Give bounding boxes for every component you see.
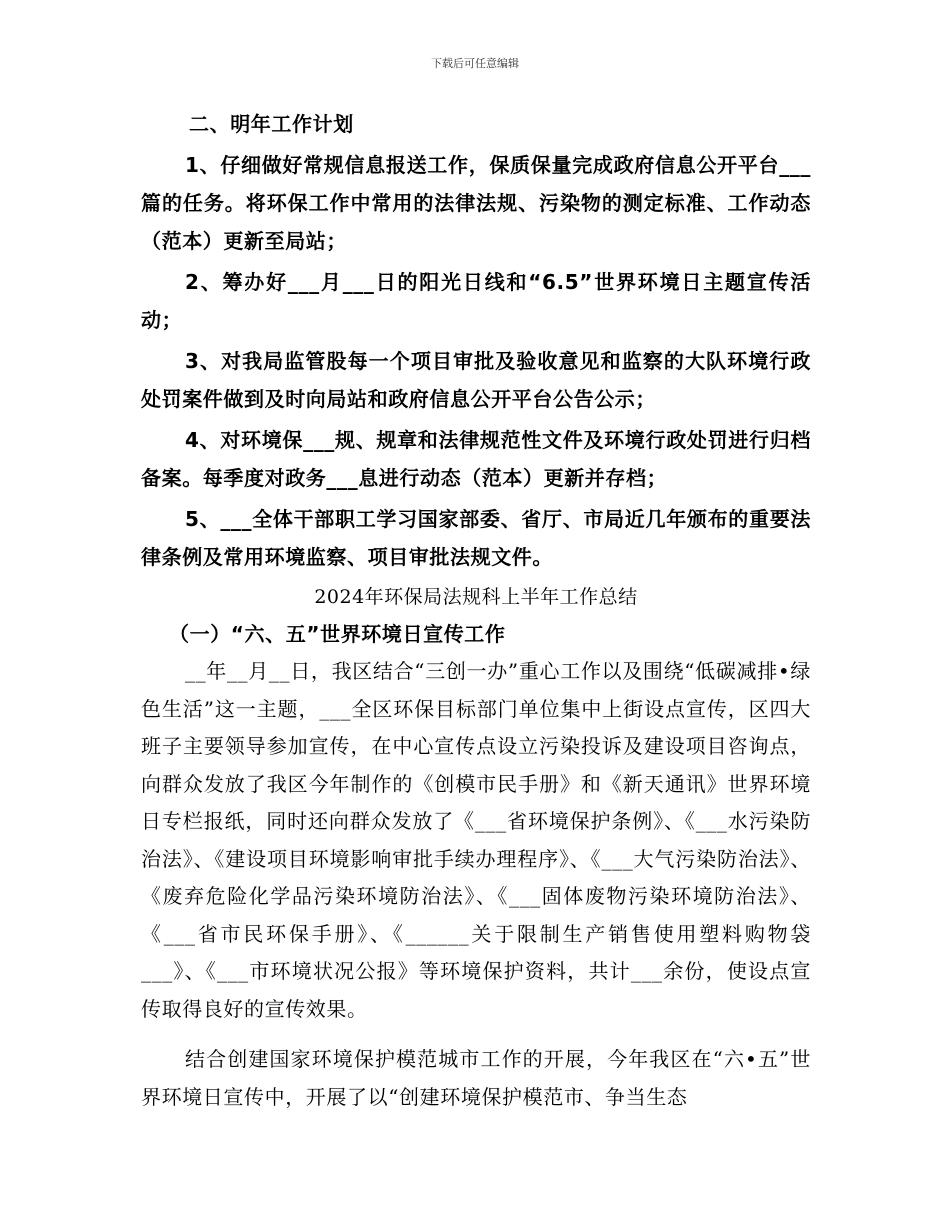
summary-title: 2024年环保局法规科上半年工作总结 bbox=[314, 586, 638, 608]
summary-body bbox=[141, 653, 811, 1116]
plan-heading: 二、明年工作计划 bbox=[189, 112, 354, 136]
plan-item-4: 4、对环境保___规、规章和法律规范性文件及环境行政处罚进行归档备案。每季度对政务___息进行动态（范本）更新并存档； bbox=[141, 428, 811, 490]
plan-item-2: 2、筹办好___月___日的阳光日线和“6.5”世界环境日主题宣传活动； bbox=[141, 270, 811, 332]
plan-item-3: 3、对我局监管股每一个项目审批及验收意见和监察的大队环境行政处罚案件做到及时向局站和政府信息公开平台公告公示； bbox=[141, 349, 811, 411]
section-heading: （一）“六、五”世界环境日宣传工作 bbox=[169, 622, 506, 646]
work-plan-section bbox=[141, 105, 811, 576]
plan-item-5: 5、___全体干部职工学习国家部委、省厅、市局近几年颁布的重要法律条例及常用环境监察、项目审批法规文件。 bbox=[141, 507, 811, 569]
header-note: 下载后可任意编辑 bbox=[431, 57, 519, 70]
plan-item-1: 1、仔细做好常规信息报送工作，保质保量完成政府信息公开平台___篇的任务。将环保工作中常用的法律法规、污染物的测定标准、工作动态（范本）更新至局站； bbox=[141, 153, 811, 253]
summary-paragraph-1: __年__月__日，我区结合“三创一办”重心工作以及围绕“低碳减排•绿色生活”这一主题，___全区环保目标部门单位集中上街设点宣传，区四大班子主要领导参加宣传，在中心宣传点设立污染投诉及建设项目咨询点，向群众发放了我区今年制作的《创模市民手册》和《新天通讯》世界环境日专栏报纸，同时还向群众发放了《___省环境保护条例》、《___水污染防治法》、《建设项目环境影响审批手续办理程序》、《___大气污染防治法》、《废弃危险化学品污染环境防治法》、《___固体废物污染环境防治法》、《___省市民环保手册》、《______关于限制生产销售使用塑料购物袋___》、《___市环境状况公报》等环境保护资料，共计___余份，使设点宣传取得良好的宣传效果。 bbox=[141, 659, 811, 1021]
document-body bbox=[141, 105, 811, 1116]
summary-paragraph-2: 结合创建国家环境保护模范城市工作的开展，今年我区在“六•五”世界环境日宣传中，开展了以“创建环境保护模范市、争当生态 bbox=[141, 1047, 811, 1109]
